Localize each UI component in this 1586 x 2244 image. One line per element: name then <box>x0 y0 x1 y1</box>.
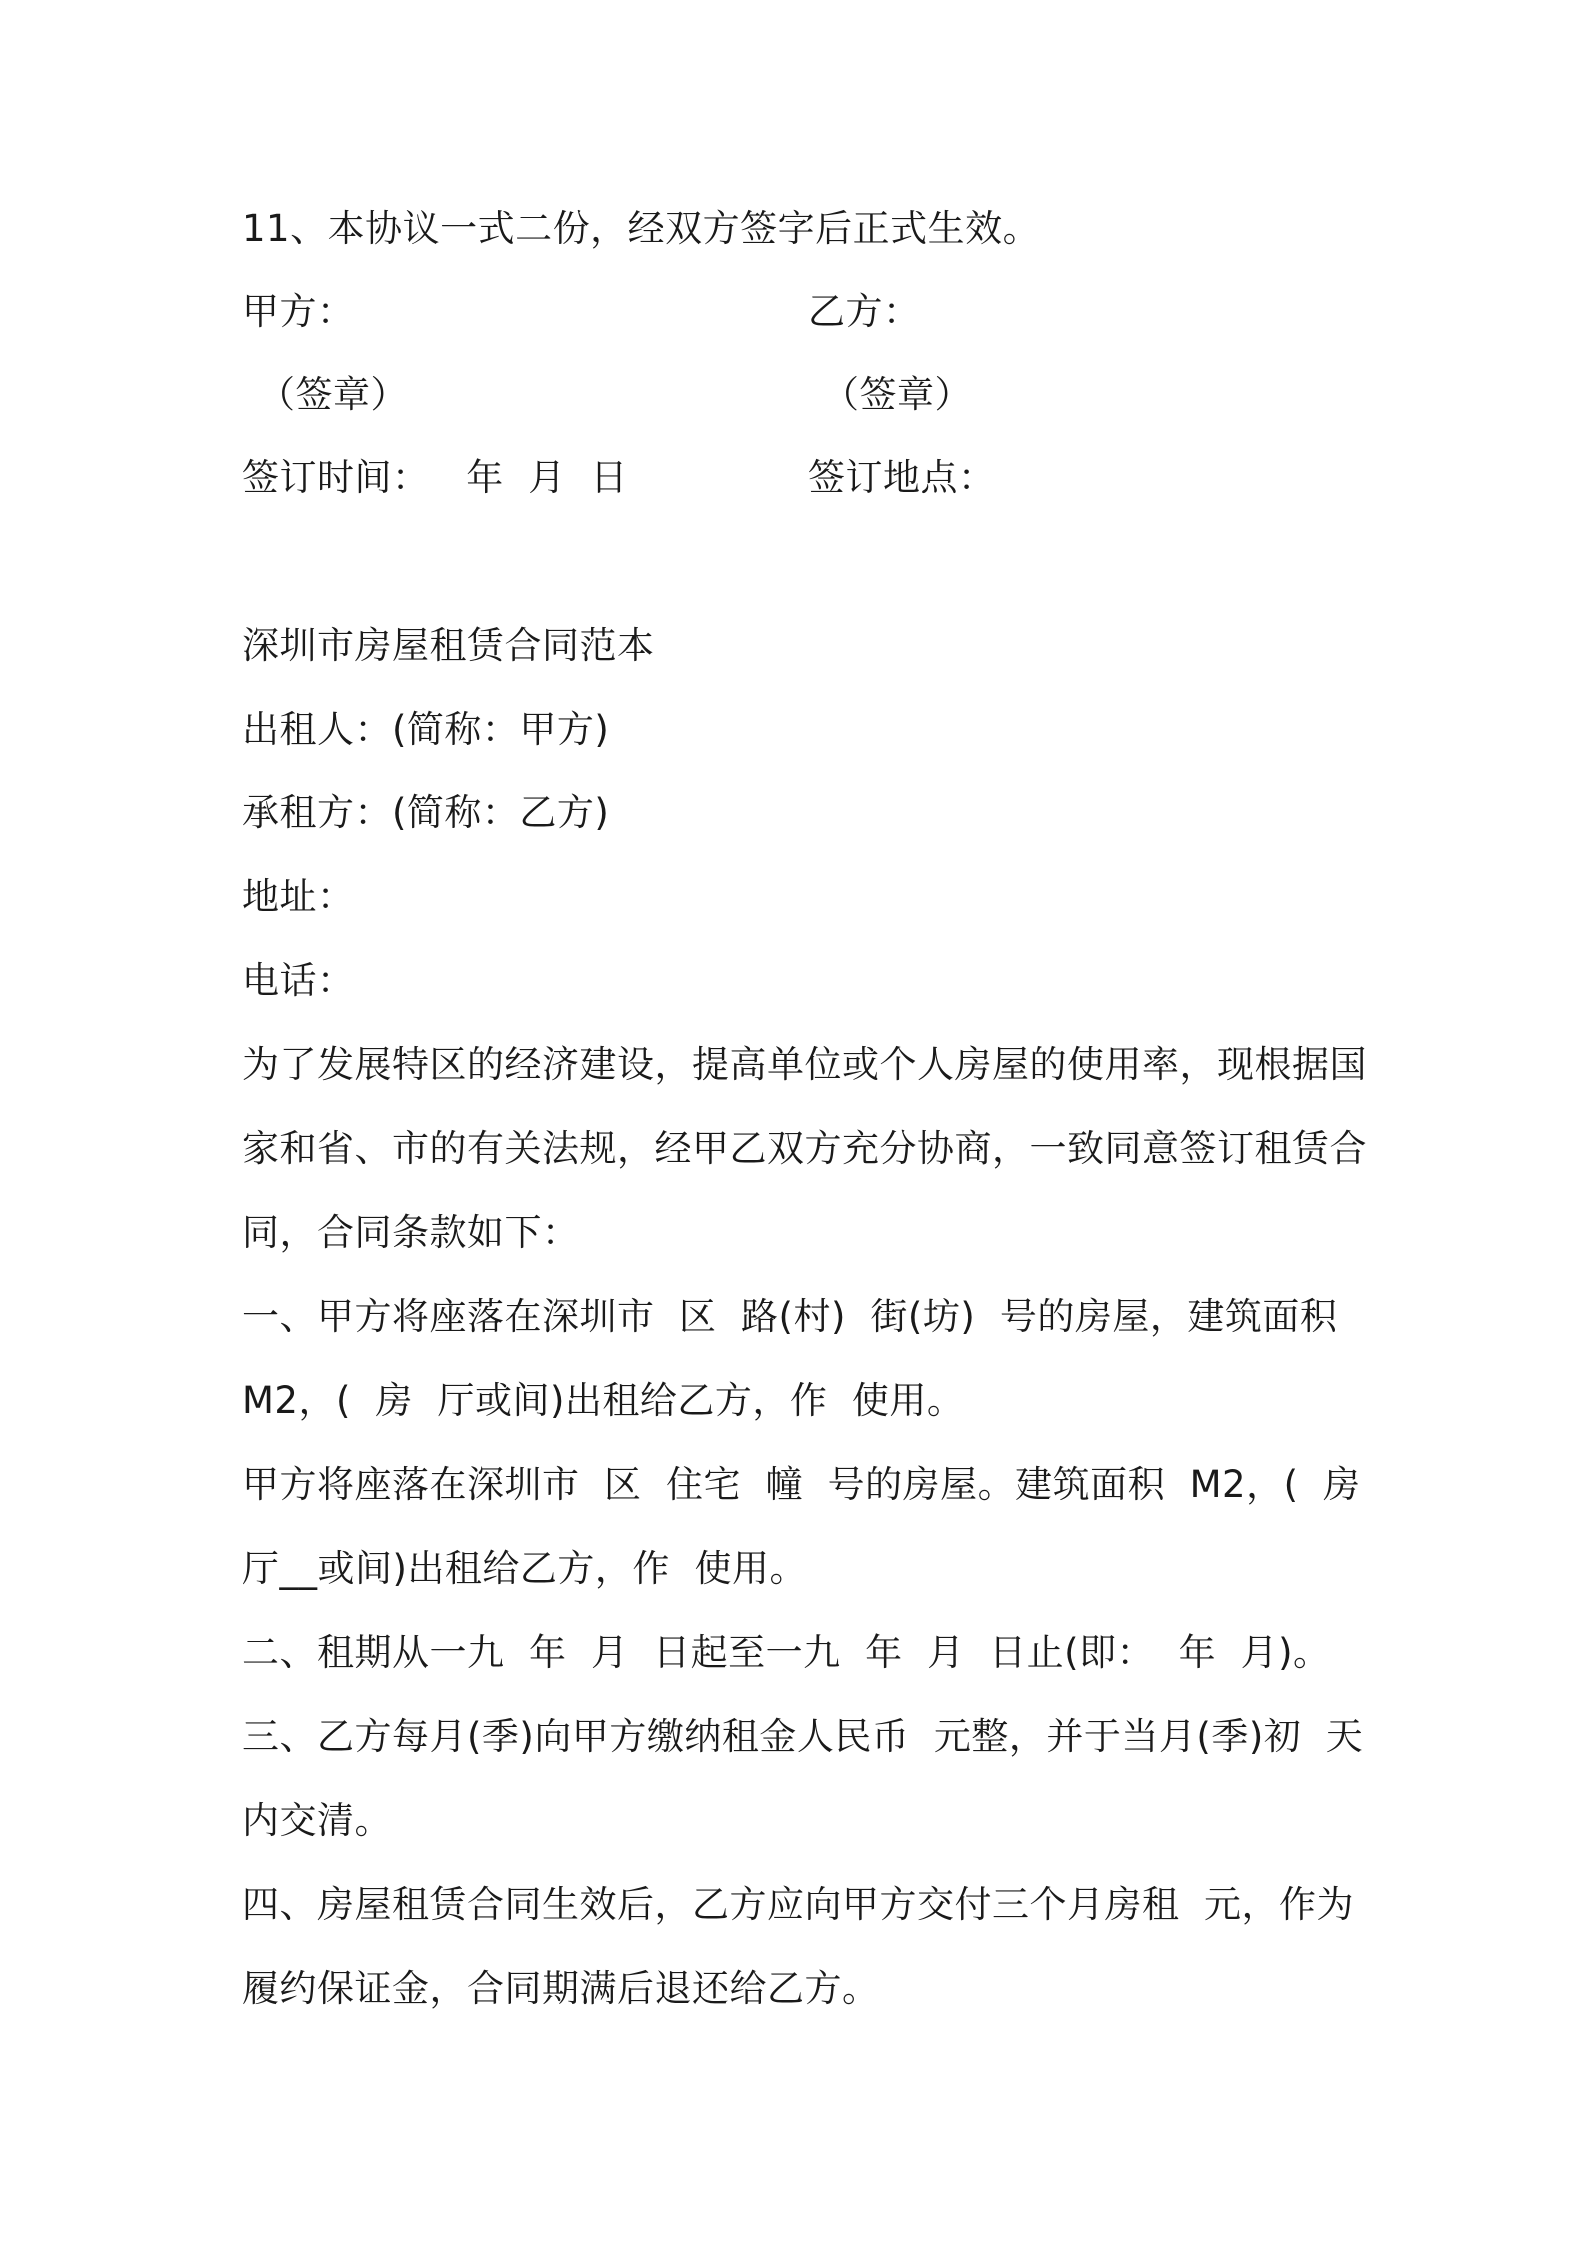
clause-2: 二、租期从一九 年 月 日起至一九 年 月 日止(即： 年 月)。 <box>242 1631 1331 1674</box>
clause-1-alt-line: 甲方将座落在深圳市 区 住宅 幢 号的房屋。建筑面积 M2，( 房 <box>242 1463 1361 1506</box>
preamble-line: 家和省、市的有关法规，经甲乙双方充分协商，一致同意签订租赁合 <box>242 1127 1367 1170</box>
address-line: 地址： <box>242 875 355 918</box>
contract-title: 深圳市房屋租赁合同范本 <box>242 624 655 667</box>
lessor-line: 出租人：(简称：甲方) <box>242 708 610 751</box>
clause-11: 11、本协议一式二份，经双方签字后正式生效。 <box>242 207 1041 250</box>
sign-place: 签订地点： <box>808 456 996 499</box>
clause-3-line: 三、乙方每月(季)向甲方缴纳租金人民币 元整，并于当月(季)初 天 <box>242 1715 1364 1758</box>
party-a-label: 甲方： <box>242 290 355 333</box>
clause-1-line: 一、甲方将座落在深圳市 区 路(村) 街(坊) 号的房屋，建筑面积 <box>242 1295 1338 1338</box>
clause-4-line: 履约保证金，合同期满后退还给乙方。 <box>242 1967 880 2010</box>
party-b-label: 乙方： <box>808 290 921 333</box>
sign-date: 签订时间： 年 月 日 <box>242 456 628 499</box>
clause-1-line: M2，( 房 厅或间)出租给乙方，作 使用。 <box>242 1379 965 1422</box>
preamble-line: 同，合同条款如下： <box>242 1211 580 1254</box>
clause-3-line: 内交清。 <box>242 1799 392 1842</box>
preamble-line: 为了发展特区的经济建设，提高单位或个人房屋的使用率，现根据国 <box>242 1043 1367 1086</box>
party-a-seal: （签章） <box>258 373 408 416</box>
party-b-seal: （签章） <box>822 373 972 416</box>
clause-4-line: 四、房屋租赁合同生效后，乙方应向甲方交付三个月房租 元，作为 <box>242 1883 1355 1926</box>
lessee-line: 承租方：(简称：乙方) <box>242 791 610 834</box>
phone-line: 电话： <box>242 959 355 1002</box>
clause-1-alt-line: 厅__或间)出租给乙方，作 使用。 <box>242 1547 807 1590</box>
